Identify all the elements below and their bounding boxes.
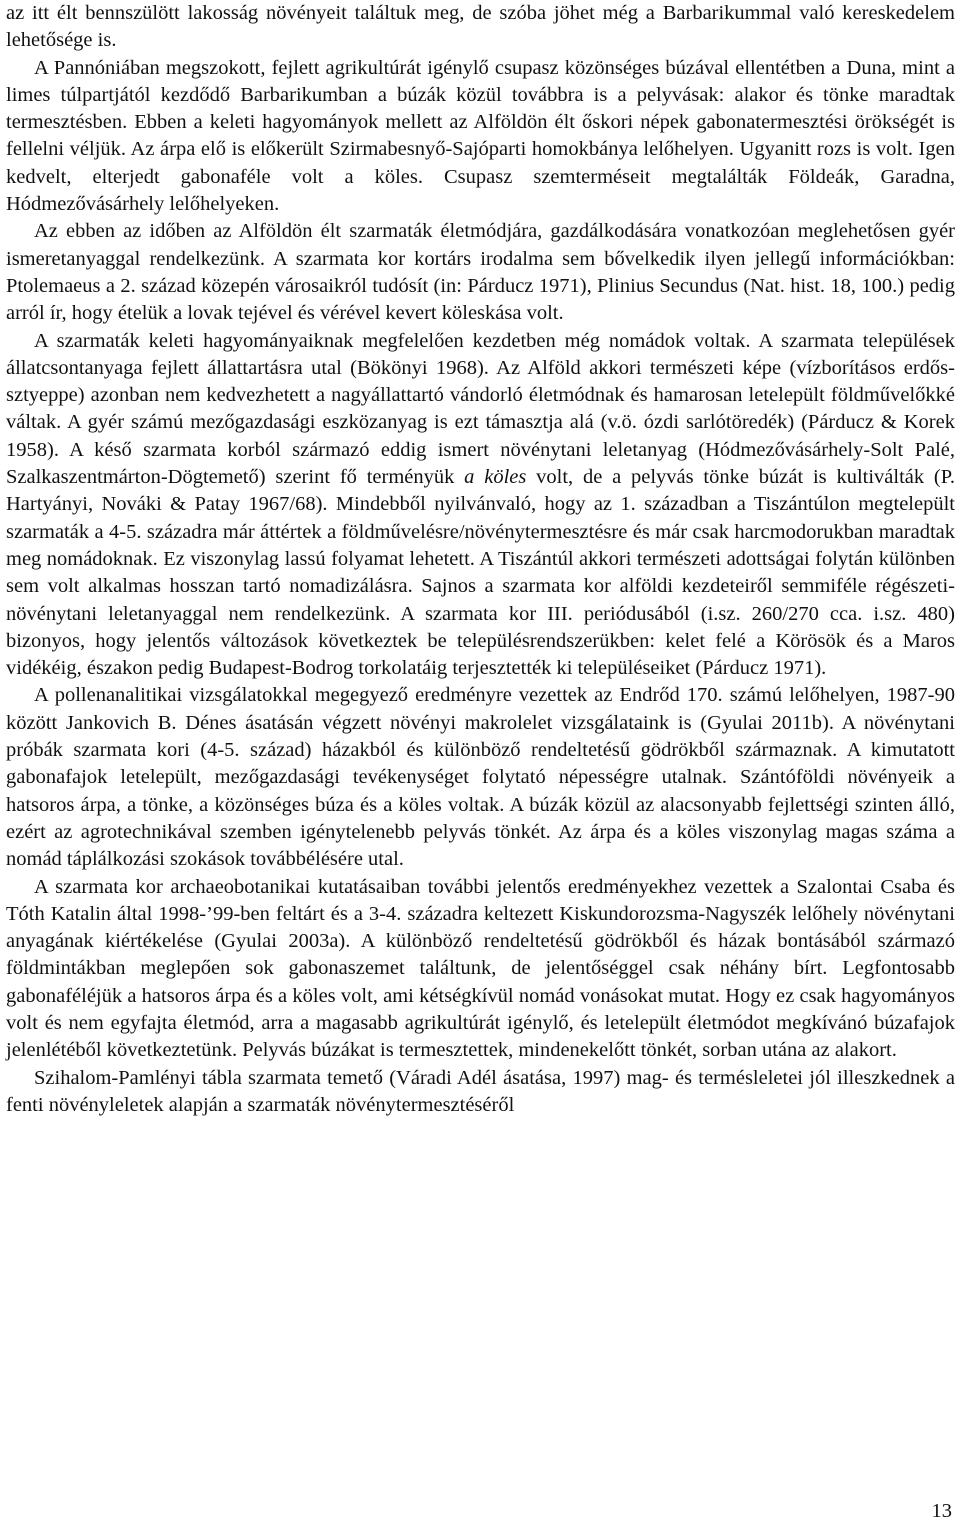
paragraph [6, 0, 955, 55]
paragraph [6, 218, 955, 327]
italic-term: a köles [464, 466, 527, 489]
paragraph-text: volt, de a pelyvás tönke búzát is kultiválták (P. Hartyányi, Nováki & Patay 1967/68). Mindebből nyilvánvaló, hogy az 1. században a Tiszántúlon megtelepült szarmaták a 4-5. századra már áttértek a földművelésre/növénytermesztésre és már csak harcmodorukban maradtak meg nomádoknak. Ez viszonylag lassú folyamat lehetett. A Tiszántúl akkori természeti adottságai folytán különben sem volt alkalmas hosszan tartó nomadizálásra. Sajnos a szarmata kor alföldi kezdeteiről semmiféle régészeti-növénytani leletanyaggal nem rendelkezünk. A szarmata kor III. periódusából (i.sz. 260/270 cca. i.sz. 480) bizonyos, hogy jelentős változások következtek be településrendszerükben: kelet felé a Körösök és a Maros vidékéig, északon pedig Budapest-Bodrog torkolatáig terjesztették ki településeiket (Párducz 1971). [6, 466, 955, 680]
paragraph-text: Szihalom-Pamlényi tábla szarmata temető (Váradi Adél ásatása, 1997) mag- és termésleletei jól illeszkednek a fenti növényleletek alapján a szarmaták növénytermesztéséről [6, 1066, 955, 1116]
document-page [6, 0, 955, 1119]
paragraph [6, 328, 955, 683]
paragraph [6, 1065, 955, 1120]
paragraph-text: A Pannóniában megszokott, fejlett agrikultúrát igénylő csupasz közönséges búzával ellentétben a Duna, mint a limes túlpartjától kezdődő Barbarikumban a búzák közül továbbra is a pelyvásak: alakor és tönke maradtak termesztésben. Ebben a keleti hagyományok mellett az Alföldön élt őskori népek gabonatermesztési örökségét is fellelni véljük. Az árpa elő is előkerült Szirmabesnyő-Sajóparti homokbánya lelőhelyen. Ugyanitt rozs is volt. Igen kedvelt, elterjedt gabonaféle volt a köles. Csupasz szemterméseit megtalálták Földeák, Garadna, Hódmezővásárhely lelőhelyeken. [6, 56, 955, 216]
paragraph-text: az itt élt bennszülött lakosság növényeit találtuk meg, de szóba jöhet még a Barbarikummal való kereskedelem lehetősége is. [6, 2, 955, 52]
page-number: 13 [931, 1500, 952, 1522]
paragraph-text: A pollenanalitikai vizsgálatokkal megegyező eredményre vezettek az Endrőd 170. számú lelőhelyen, 1987-90 között Jankovich B. Dénes ásatásán végzett növényi makrolelet vizsgálataink is (Gyulai 2011b). A növénytani próbák szarmata kori (4-5. század) házakból és különböző rendeltetésű gödrökből származnak. A kimutatott gabonafajok letelepült, mezőgazdasági tevékenységet folytató népességre utalnak. Szántóföldi növényeik a hatsoros árpa, a tönke, a közönséges búza és a köles voltak. A búzák közül az alacsonyabb fejlettségi szinten álló, ezért az agrotechnikával szemben igénytelenebb pelyvás tönkét. Az árpa és a köles viszonylag magas száma a nomád táplálkozási szokások továbbélésére utal. [6, 684, 955, 871]
paragraph-text: Az ebben az időben az Alföldön élt szarmaták életmódjára, gazdálkodására vonatkozóan meglehetősen gyér ismeretanyaggal rendelkezünk. A szarmata kor kortárs irodalma sem bővelkedik ilyen jellegű információkban: Ptolemaeus a 2. század közepén városaikról tudósít (in: Párducz 1971), Plinius Secundus (Nat. hist. 18, 100.) pedig arról ír, hogy ételük a lovak tejével és vérével kevert köleskása volt. [6, 220, 955, 325]
paragraph-text: A szarmaták keleti hagyományaiknak megfelelően kezdetben még nomádok voltak. A szarmata települések állatcsontanyaga fejlett állattartásra utal (Bökönyi 1968). Az Alföld akkori természeti képe (vízborításos erdős-sztyeppe) azonban nem kedvezhetett a nagyállattartó vándorló életmódnak és hamarosan letelepült földművelőkké váltak. A gyér számú mezőgazdasági eszközanyag is ezt támasztja alá (v.ö. ózdi sarlótöredék) (Párducz & Korek 1958). A késő szarmata korból származó eddig ismert növénytani leletanyag (Hódmezővásárhely-Solt Palé, Szalkaszentmárton-Dögtemető) szerint fő terményük [6, 329, 955, 489]
paragraph [6, 874, 955, 1065]
paragraph [6, 55, 955, 219]
paragraph [6, 682, 955, 873]
paragraph-text: A szarmata kor archaeobotanikai kutatásaiban további jelentős eredményekhez vezettek a Szalontai Csaba és Tóth Katalin által 1998-’99-ben feltárt és a 3-4. századra keltezett Kiskundorozsma-Nagyszék lelőhely növénytani anyagának kiértékelése (Gyulai 2003a). A különböző rendeltetésű gödrökből és házak bontásából származó földmintákban meglepően sok gabonaszemet találtunk, de jelentőséggel csak néhány bírt. Legfontosabb gabonaféléjük a hatsoros árpa és a köles volt, ami kétségkívül nomád vonásokat mutat. Hogy ez csak hagyományos volt és nem egyfajta életmód, arra a magasabb agrikultúrát igénylő, és letelepült életmódot megkívánó búzafajok jelenlétéből következtetünk. Pelyvás búzákat is termesztettek, mindenekelőtt tönkét, sorban utána az alakort. [6, 875, 955, 1062]
